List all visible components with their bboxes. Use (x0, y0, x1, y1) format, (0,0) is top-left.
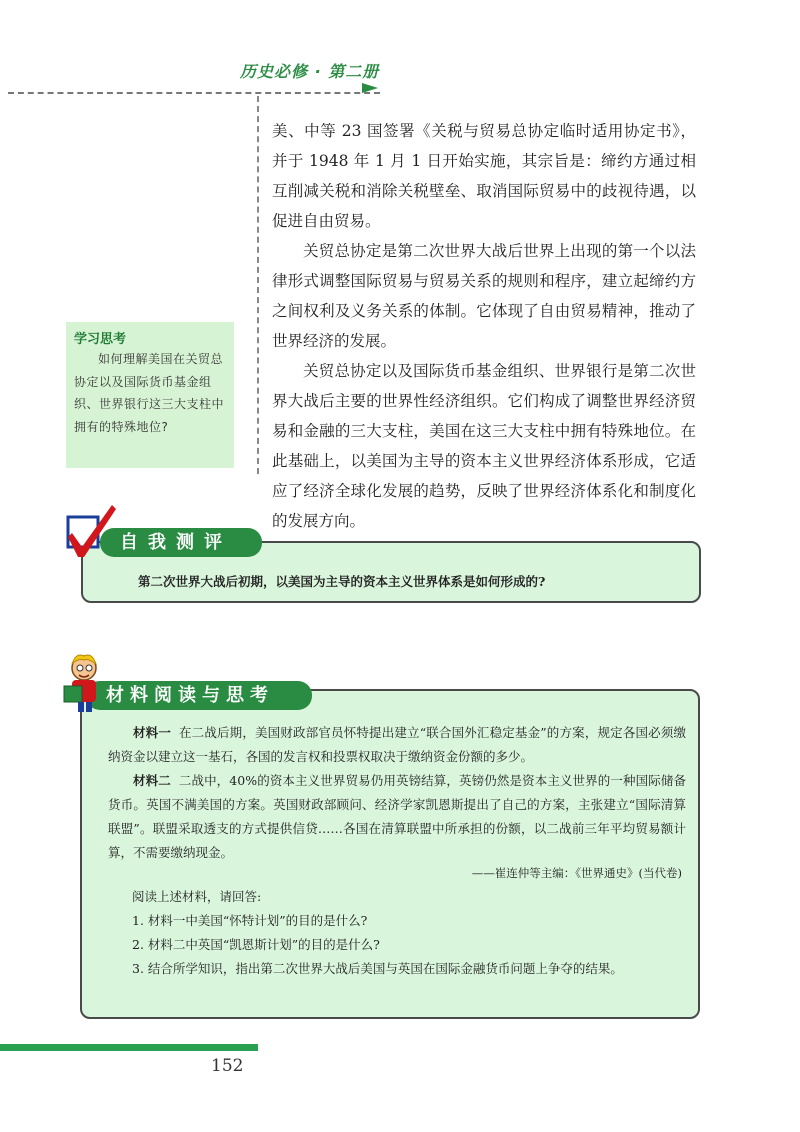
self-test-question: 第二次世界大战后初期，以美国为主导的资本主义世界体系是如何形成的? (138, 574, 546, 589)
paragraph-1: 美、中等 23 国签署《关税与贸易总协定临时适用协定书》，并于 1948 年 1 月 1 日开始实施，其宗旨是：缔约方通过相互削减关税和消除关税壁垒、取消国际贸易中的歧视待遇，以促进自由贸易。 (272, 122, 696, 230)
self-test-heading: 自我测评 (100, 528, 262, 557)
reader-cartoon-icon (62, 652, 106, 712)
material-two (108, 769, 686, 865)
paragraph-2: 关贸总协定是第二次世界大战后世界上出现的第一个以法律形式调整国际贸易与贸易关系的规则和程序，建立起缔约方之间权利及义务关系的体制。它体现了自由贸易精神，推动了世界经济的发展。 (272, 242, 696, 350)
sidebar-title: 学习思考 (74, 332, 127, 347)
question-2: 2. 材料二中英国“凯恩斯计划”的目的是什么? (132, 937, 380, 952)
paragraph-3: 关贸总协定以及国际货币基金组织、世界银行是第二次世界大战后主要的世界性经济组织。它们构成了调整世界经济贸易和金融的三大支柱，美国在这三大支柱中拥有特殊地位。在此基础上，以美国为主导的资本主义世界经济体系形成，它适应了经济全球化发展的趋势，反映了世界经济体系化和制度化的发展方向。 (272, 362, 696, 530)
material-one-label: 材料一 (133, 725, 172, 740)
footer-bar (0, 1044, 258, 1051)
material-one (108, 721, 686, 769)
material-two-label: 材料二 (133, 773, 171, 788)
header-arrow-icon (362, 83, 378, 93)
checkmark-icon (62, 503, 118, 561)
main-text (272, 116, 696, 536)
material-one-text: 在二战后期，美国财政部官员怀特提出建立“联合国外汇稳定基金”的方案，规定各国必须缴纳资金以建立这一基石，各国的发言权和投票权取决于缴纳资金份额的多少。 (108, 725, 686, 764)
reading-prompt: 阅读上述材料，请回答: (132, 889, 262, 904)
question-3: 3. 结合所学知识，指出第二次世界大战后美国与英国在国际金融货币问题上争夺的结果。 (132, 961, 623, 976)
reading-heading: 材料阅读与思考 (86, 681, 312, 710)
material-source: ——崔连仲等主编：《世界通史》(当代卷) (471, 866, 682, 880)
study-think-sidebar (66, 322, 234, 468)
material-two-text: 二战中，40%的资本主义世界贸易仍用英镑结算，英镑仍然是资本主义世界的一种国际储备货币。英国不满美国的方案。英国财政部顾问、经济学家凯恩斯提出了自己的方案，主张建立“国际清算联盟”。联盟采取透支的方式提供信贷……各国在清算联盟中所承担的份额，以二战前三年平均贸易额计算，不需要缴纳现金。 (108, 773, 686, 860)
sidebar-text: 如何理解美国在关贸总协定以及国际货币基金组织、世界银行这三大支柱中拥有的特殊地位? (74, 352, 225, 434)
header-dashed-rule (8, 92, 380, 94)
page-number: 152 (211, 1056, 244, 1076)
vertical-dashed-rule (257, 96, 259, 474)
question-1: 1. 材料一中美国“怀特计划”的目的是什么? (132, 913, 368, 928)
book-header-title: 历史必修 · 第二册 (240, 62, 380, 81)
